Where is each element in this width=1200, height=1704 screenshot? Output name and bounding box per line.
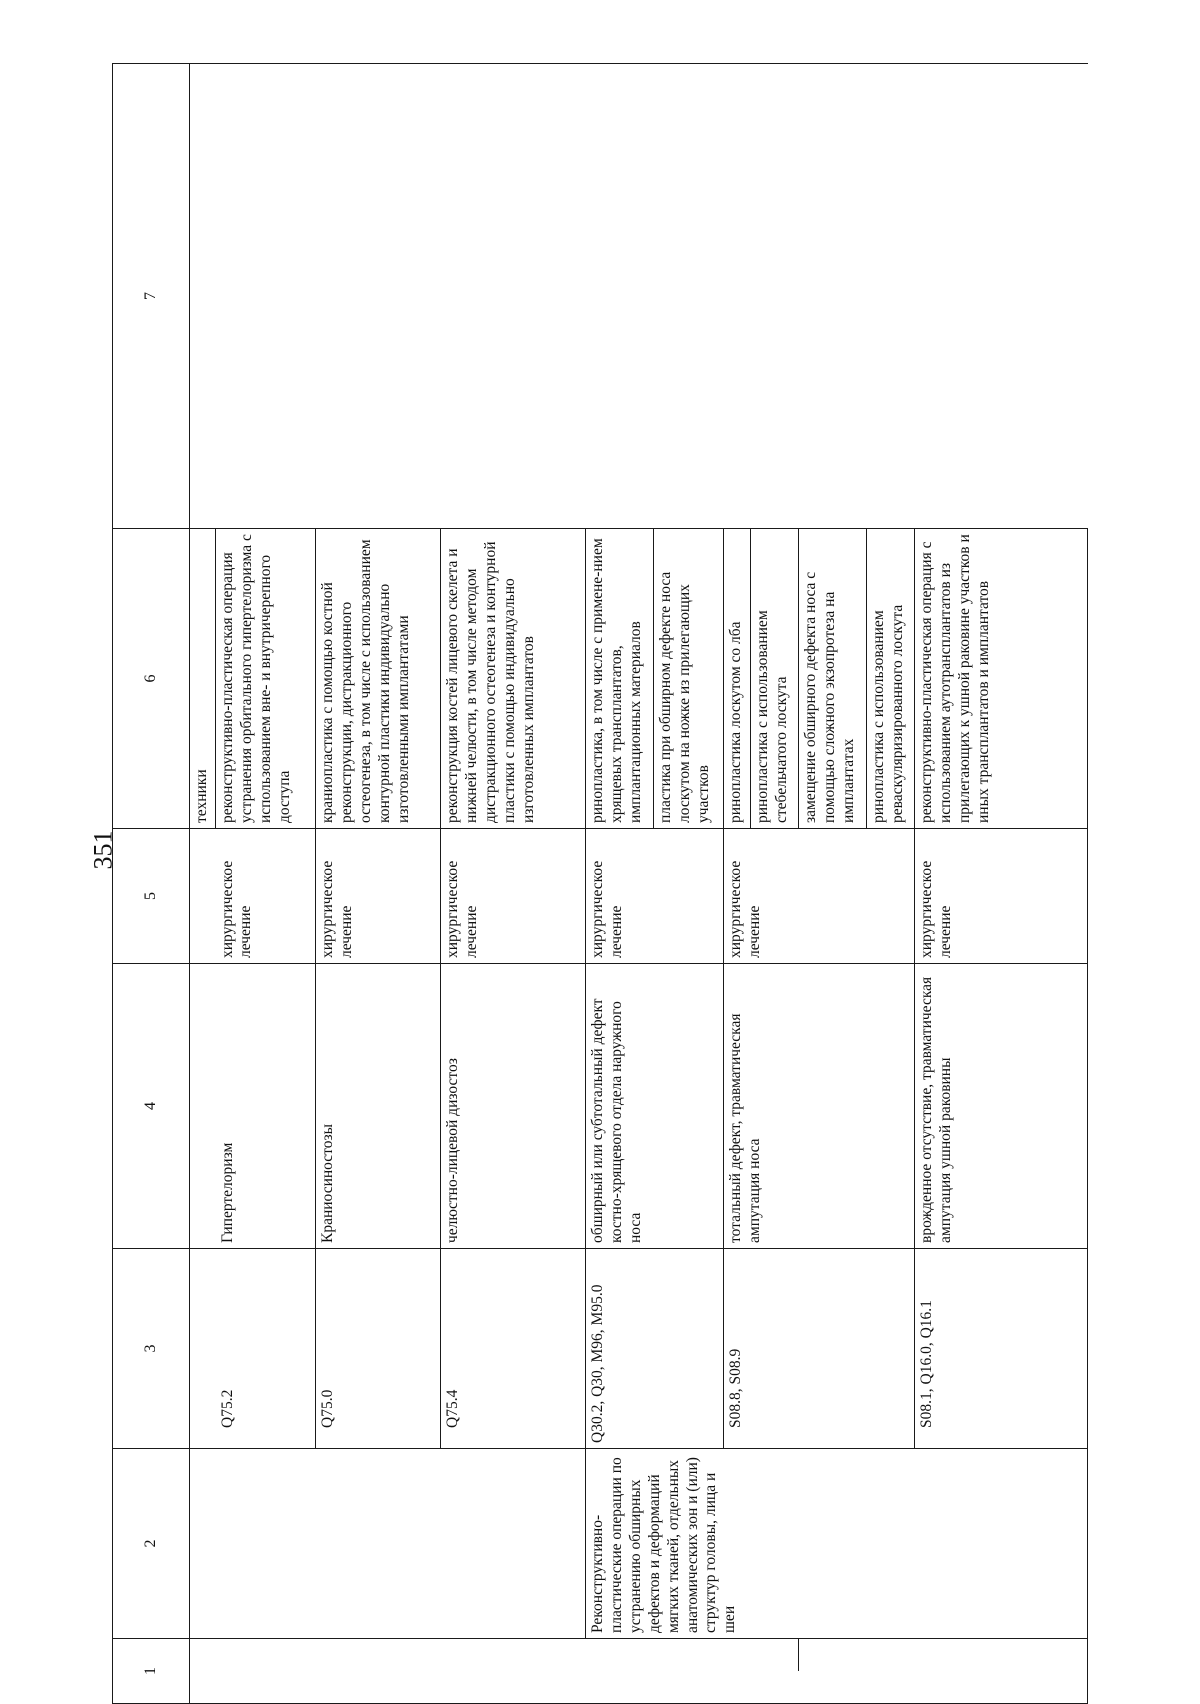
header-col-7: 7 — [113, 64, 190, 529]
page-number: 351 — [88, 830, 118, 870]
diagnosis-cell: Гипертелоризм — [216, 964, 316, 1249]
treatment-cell: хирургическое лечение — [441, 829, 586, 964]
treatment-cell: хирургическое лечение — [216, 829, 316, 964]
diagnosis-cell: обширный или субтотальный дефект костно-хрящевого отдела наружного носа — [586, 964, 724, 1249]
method-cell: ринопластика с использованием стебельчатого лоскута — [751, 529, 799, 829]
treatment-table — [112, 63, 1088, 1704]
treatment-cell: хирургическое лечение — [915, 829, 1088, 964]
code-cell: Q75.0 — [316, 1249, 441, 1449]
table-row-continuation — [190, 64, 216, 1704]
diagnosis-cell-top — [190, 964, 216, 1249]
method-cell: ринопластика, в том числе с примене-нием хрящевых трансплантатов, имплантационных материалов — [586, 529, 654, 829]
diagnosis-cell: Краниосиностозы — [316, 964, 441, 1249]
code-cell: Q75.4 — [441, 1249, 586, 1449]
col1-cell — [190, 1672, 799, 1704]
method-cell: ринопластика с использованием реваскуляризированного лоскута — [867, 529, 915, 829]
rotated-table-sheet — [112, 64, 1088, 1704]
col7-cell — [190, 1639, 799, 1672]
code-cell: S08.8, S08.9 — [724, 1249, 915, 1449]
header-col-3: 3 — [113, 1249, 190, 1449]
method-cell: пластика при обширном дефекте носа лоскутом на ножке из прилегающих участков — [654, 529, 724, 829]
col1-cell-lower — [799, 1672, 1088, 1704]
method-cell: реконструктивно-пластическая операция устранения орбитального гипертелоризма с использованием вне- и внутричерепного доступа — [216, 529, 316, 829]
header-col-6: 6 — [113, 529, 190, 829]
code-cell: Q75.2 — [216, 1249, 316, 1449]
method-cell: краниопластика с помощью костной реконструкции, дистракционного остеогенеза, в том числе с использованием контурной пластики индивидуально изготовленными имплантатами — [316, 529, 441, 829]
col2-cell: Реконструктивно-пластические операции по устранению обширных дефектов и деформаций мягких тканей, отдельных анатомических зон и (или) структур головы, лица и шеи — [586, 1449, 1088, 1639]
header-col-5: 5 — [113, 829, 190, 964]
header-col-1: 1 — [113, 1639, 190, 1704]
header-col-4: 4 — [113, 964, 190, 1249]
header-row — [113, 64, 190, 1704]
col7-cell-lower — [799, 1639, 1088, 1672]
header-col-2: 2 — [113, 1449, 190, 1639]
diagnosis-cell: челюстно-лицевой дизостоз — [441, 964, 586, 1249]
diagnosis-cell: тотальный дефект, травматическая ампутация носа — [724, 964, 915, 1249]
treatment-cell: хирургическое лечение — [316, 829, 441, 964]
col2-group1-top — [190, 1449, 216, 1639]
method-cell: реконструктивно-пластическая операция с использованием аутотрансплантатов из прилегающих к ушной раковине участков и иных трансплантатов и имплантатов — [915, 529, 1088, 829]
col7-blank — [190, 64, 1088, 529]
method-cell: замещение обширного дефекта носа с помощью сложного экзопротеза на имплантатах — [799, 529, 867, 829]
treatment-cell-top — [190, 829, 216, 964]
code-cell: Q30.2, Q30, M96, M95.0 — [586, 1249, 724, 1449]
code-cell: S08.1, Q16.0, Q16.1 — [915, 1249, 1088, 1449]
treatment-cell: хирургическое лечение — [586, 829, 724, 964]
diagnosis-cell: врожденное отсутствие, травматическая ампутация ушной раковины — [915, 964, 1088, 1249]
col2-cell — [216, 1449, 586, 1639]
treatment-cell: хирургическое лечение — [724, 829, 915, 964]
method-cell: реконструкция костей лицевого скелета и нижней челюсти, в том числе методом дистракционного остеогенеза и контурной пластики с помощью индивидуально изготовленных имплантатов — [441, 529, 586, 829]
code-cell-top — [190, 1249, 216, 1449]
method-cell: техники — [190, 529, 216, 829]
method-cell: ринопластика лоскутом со лба — [724, 529, 751, 829]
